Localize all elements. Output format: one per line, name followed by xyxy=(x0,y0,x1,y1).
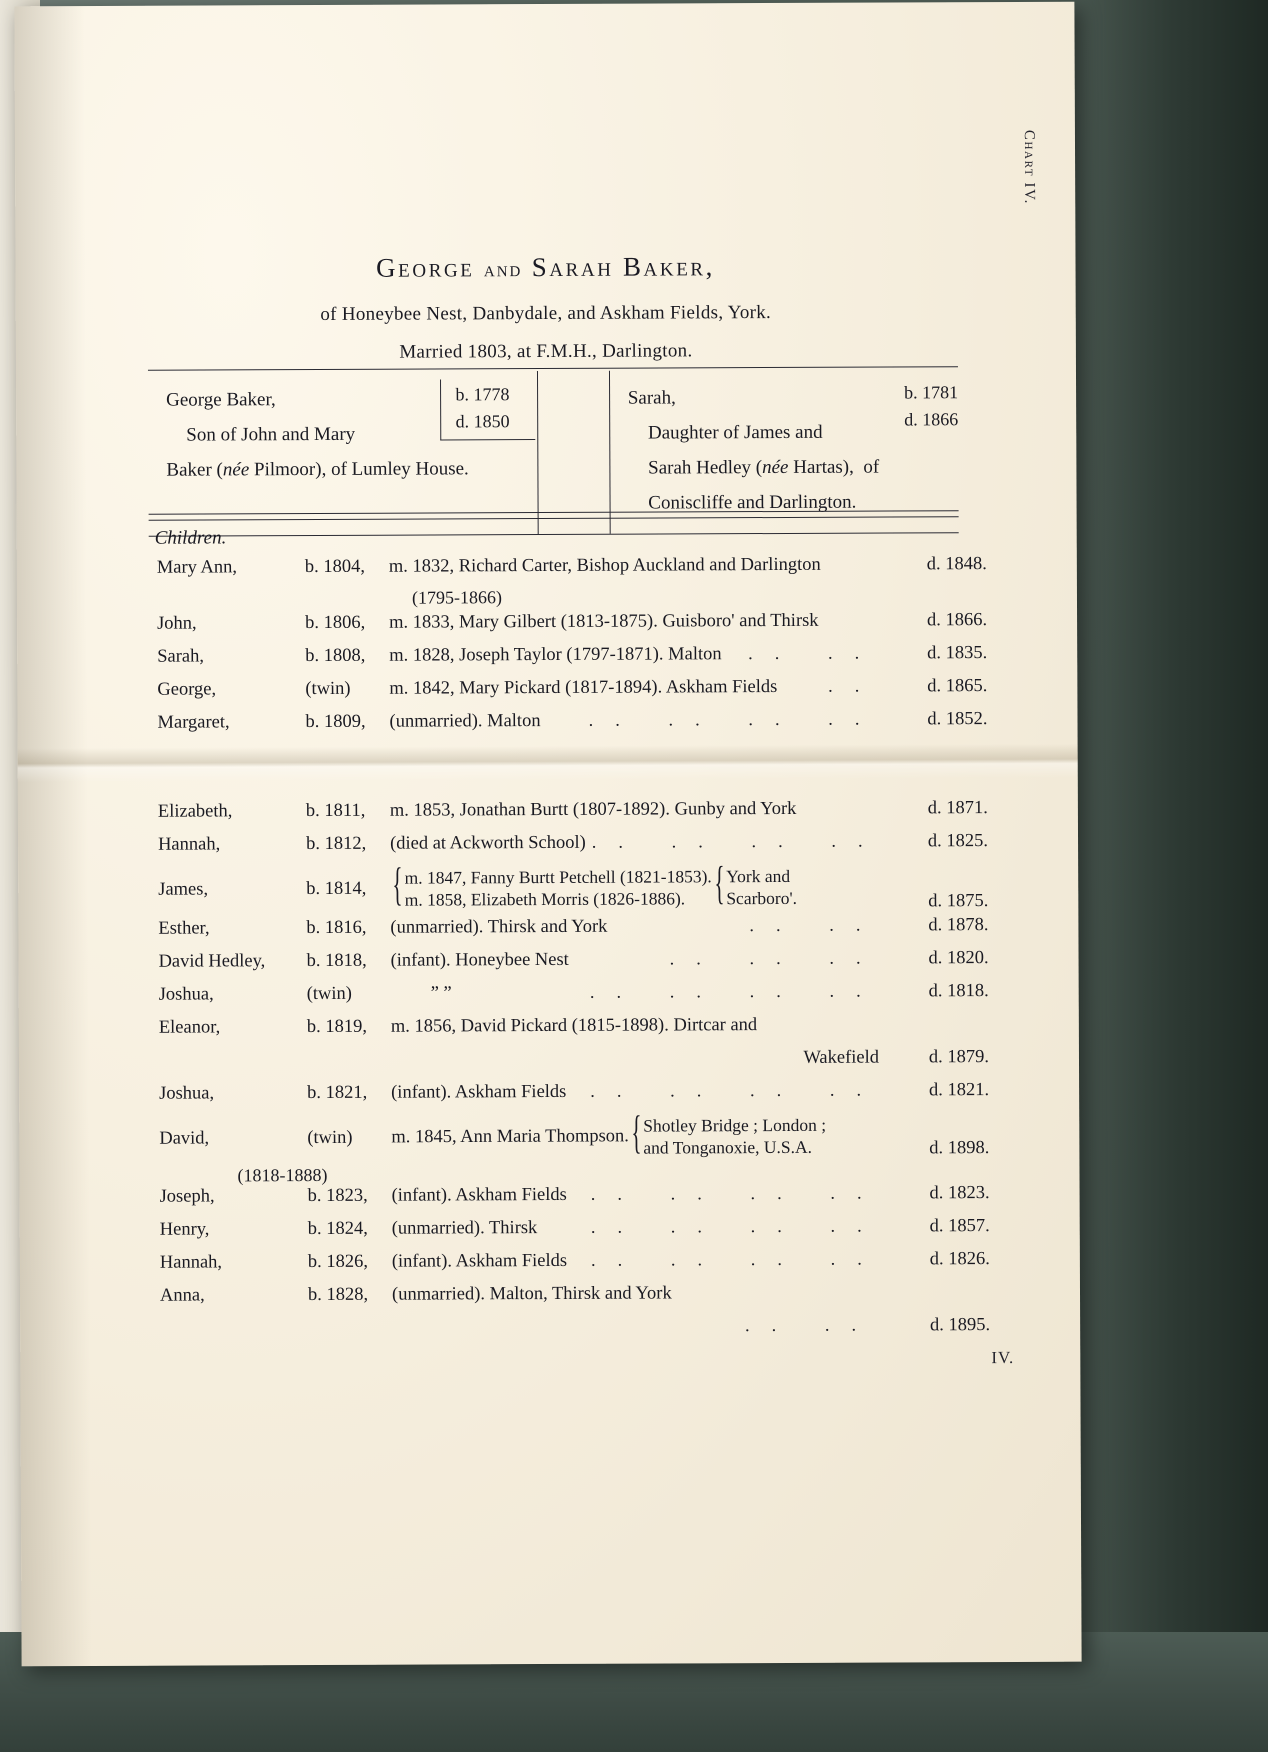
child-birth: (twin) xyxy=(307,1127,353,1148)
child-name: Sarah, xyxy=(157,646,205,667)
child-death: d. 1826. xyxy=(929,1249,990,1270)
list-item xyxy=(160,1282,990,1316)
leader-dots: .. .. .. .. xyxy=(588,709,882,731)
child-place-continuation: Wakefield xyxy=(803,1047,880,1068)
child-name: David, xyxy=(159,1128,210,1149)
child-name: Esther, xyxy=(158,918,210,939)
child-spouse-dates: (1795-1866) xyxy=(411,587,502,608)
child-birth: b. 1808, xyxy=(305,645,366,667)
child-birth: b. 1804, xyxy=(304,556,366,578)
list-item xyxy=(159,1014,989,1048)
table-divider xyxy=(537,371,610,534)
marriage-stack xyxy=(405,865,712,911)
child-death: d. 1818. xyxy=(928,981,989,1002)
child-detail: ” ” xyxy=(430,983,452,1004)
list-item xyxy=(157,643,987,677)
mother-birth: b. 1781 xyxy=(904,382,959,403)
children-heading: Children. xyxy=(154,527,227,549)
child-place-1: York and xyxy=(726,865,791,887)
child-birth: b. 1826, xyxy=(307,1251,369,1273)
children-list-lower xyxy=(158,798,990,1352)
child-detail: (infant). Honeybee Nest xyxy=(390,949,569,971)
child-place-2: and Tonganoxie, U.S.A. xyxy=(643,1137,812,1158)
page-title xyxy=(15,250,1075,286)
child-marriages xyxy=(390,857,896,911)
child-name: Joseph, xyxy=(159,1186,215,1207)
child-marriage-1: m. 1847, Fanny Burtt Petchell (1821-1853). xyxy=(404,866,712,888)
child-birth: (twin) xyxy=(306,983,352,1005)
child-name: David Hedley, xyxy=(158,951,266,972)
list-item-continuation xyxy=(159,1047,989,1081)
list-item xyxy=(158,915,988,949)
child-birth: b. 1821, xyxy=(307,1082,368,1104)
leader-dots: .. .. xyxy=(749,915,883,937)
child-death: d. 1895. xyxy=(929,1315,991,1336)
place-stack xyxy=(726,865,797,910)
child-place-1: Shotley Bridge ; London ; xyxy=(643,1114,827,1136)
child-detail: m. 1833, Mary Gilbert (1813-1875). Guisboro' and Thirsk xyxy=(389,610,819,633)
list-item xyxy=(160,1249,990,1283)
mother-name: Sarah, xyxy=(627,387,676,409)
child-name: Hannah, xyxy=(159,1252,223,1273)
leader-dots: .. .. .. .. xyxy=(590,1080,884,1102)
child-death: d. 1879. xyxy=(928,1047,990,1068)
child-name: Eleanor, xyxy=(158,1017,221,1038)
leader-dots: .. .. .. .. xyxy=(590,1183,884,1205)
child-death: d. 1821. xyxy=(928,1080,990,1101)
mother-death: d. 1866 xyxy=(904,409,959,430)
leader-dots: .. .. .. .. xyxy=(591,831,885,853)
list-item xyxy=(158,857,989,916)
child-birth: b. 1812, xyxy=(305,833,367,855)
list-item xyxy=(159,1106,990,1163)
child-birth: b. 1816, xyxy=(306,917,367,939)
page-subtitle: of Honeybee Nest, Danbydale, and Askham Fields, York. xyxy=(320,302,772,325)
child-death: d. 1848. xyxy=(926,554,987,575)
child-death: d. 1878. xyxy=(928,915,989,936)
child-detail: (died at Ackworth School) xyxy=(389,832,586,854)
child-death: d. 1823. xyxy=(929,1183,990,1204)
child-death: d. 1852. xyxy=(927,709,988,730)
title-first-name: George xyxy=(375,252,475,283)
leader-dots: .. .. xyxy=(744,1315,879,1337)
child-death: d. 1820. xyxy=(928,948,989,969)
mother-parentage: Daughter of James and xyxy=(647,421,823,444)
child-birth: b. 1809, xyxy=(305,711,366,733)
child-birth: b. 1811, xyxy=(305,800,366,822)
child-name: Hannah, xyxy=(157,834,221,855)
chart-label: Chart IV. xyxy=(1020,129,1038,206)
mother-cell xyxy=(610,369,959,533)
marriage-line: Married 1803, at F.M.H., Darlington. xyxy=(399,340,693,363)
child-detail: (infant). Askham Fields xyxy=(391,1184,567,1206)
children-list-upper xyxy=(157,554,988,746)
mother-origin-cont: Coniscliffe and Darlington. xyxy=(648,492,857,514)
list-item xyxy=(159,981,989,1015)
child-detail: (unmarried). Thirsk xyxy=(391,1218,538,1239)
child-place-2: Scarboro'. xyxy=(726,888,798,909)
father-name: George Baker, xyxy=(166,389,276,411)
child-name: Joshua, xyxy=(159,1083,215,1104)
child-birth: b. 1819, xyxy=(306,1016,368,1038)
child-birth: b. 1823, xyxy=(307,1185,368,1207)
list-item xyxy=(158,831,988,865)
chart-number: IV. xyxy=(991,1347,1015,1368)
child-detail: (infant). Askham Fields xyxy=(391,1250,568,1272)
list-item xyxy=(160,1183,990,1217)
child-death: d. 1857. xyxy=(929,1216,990,1237)
child-detail: m. 1856, David Pickard (1815-1898). Dirtcar and xyxy=(390,1015,758,1037)
child-death: d. 1825. xyxy=(927,831,989,852)
child-spouse-dates: (1818-1888) xyxy=(237,1164,328,1186)
title-second-name: Sarah Baker, xyxy=(531,251,716,283)
child-name: George, xyxy=(157,679,217,700)
child-birth: b. 1806, xyxy=(305,612,366,634)
mother-dates xyxy=(890,377,964,437)
child-marriage-2: m. 1858, Elizabeth Morris (1826-1886). xyxy=(404,888,686,911)
list-item xyxy=(157,554,987,588)
child-name: John, xyxy=(157,613,197,634)
list-item xyxy=(157,610,987,644)
child-name: Elizabeth, xyxy=(157,801,233,822)
father-parentage: Son of John and Mary xyxy=(186,423,356,446)
child-detail: m. 1842, Mary Pickard (1817-1894). Askham Fields xyxy=(389,676,778,699)
book-spine-shadow xyxy=(1058,0,1268,1752)
father-death: d. 1850 xyxy=(455,411,510,432)
child-birth: b. 1824, xyxy=(307,1218,368,1240)
child-detail: (unmarried). Malton xyxy=(389,711,541,732)
child-death: d. 1865. xyxy=(927,676,988,697)
father-cell xyxy=(148,371,538,535)
list-item xyxy=(159,948,989,982)
child-name: Anna, xyxy=(159,1285,205,1306)
child-detail: (unmarried). Thirsk and York xyxy=(390,916,608,938)
list-item-continuation xyxy=(160,1315,990,1349)
father-birth: b. 1778 xyxy=(455,384,510,405)
child-death: d. 1898. xyxy=(929,1138,990,1159)
child-detail: m. 1832, Richard Carter, Bishop Auckland and Darlington xyxy=(388,554,821,577)
child-name: Mary Ann, xyxy=(156,557,238,578)
page-fold-crease xyxy=(18,744,1078,783)
leader-dots: .. .. .. .. xyxy=(590,1249,884,1271)
list-item xyxy=(157,709,987,743)
child-death: d. 1835. xyxy=(927,643,988,664)
child-detail: m. 1853, Jonathan Burtt (1807-1892). Gunby and York xyxy=(389,798,797,821)
mother-origin: Sarah Hedley (née Hartas), of xyxy=(648,456,880,479)
list-item xyxy=(158,798,988,832)
child-detail xyxy=(391,1106,897,1160)
child-birth: b. 1818, xyxy=(306,950,367,972)
child-name: James, xyxy=(158,879,209,900)
child-death: d. 1866. xyxy=(926,610,988,631)
list-item xyxy=(157,676,987,710)
child-detail: m. 1828, Joseph Taylor (1797-1871). Malton xyxy=(389,644,722,666)
father-origin: Baker (née Pilmoor), of Lumley House. xyxy=(166,458,469,481)
child-birth: b. 1828, xyxy=(307,1284,369,1306)
leader-dots: .. .. .. xyxy=(669,948,883,970)
leader-dots: .. xyxy=(828,676,882,697)
child-name: Joshua, xyxy=(158,984,214,1005)
child-death: d. 1875. xyxy=(928,891,989,912)
left-brace-icon: { xyxy=(392,858,403,910)
list-item xyxy=(159,1080,989,1114)
child-name: Margaret, xyxy=(157,712,230,733)
child-detail: (unmarried). Malton, Thirsk and York xyxy=(391,1283,672,1305)
right-brace-icon: { xyxy=(630,1106,642,1158)
child-marriage: m. 1845, Ann Maria Thompson. xyxy=(391,1126,629,1148)
child-death: d. 1871. xyxy=(927,798,988,819)
leader-dots: .. .. xyxy=(748,643,882,665)
father-dates xyxy=(440,379,535,440)
child-birth: (twin) xyxy=(305,678,351,700)
child-detail: (infant). Askham Fields xyxy=(391,1081,567,1103)
place-stack xyxy=(643,1114,826,1160)
right-brace-icon: { xyxy=(713,857,725,909)
document-page xyxy=(14,2,1081,1667)
title-conjunction: and xyxy=(483,257,523,282)
list-item xyxy=(160,1216,990,1250)
child-name: Henry, xyxy=(159,1219,210,1240)
child-birth: b. 1814, xyxy=(306,878,367,899)
leader-dots: .. .. .. .. xyxy=(589,981,883,1003)
leader-dots: .. .. .. .. xyxy=(590,1216,884,1238)
